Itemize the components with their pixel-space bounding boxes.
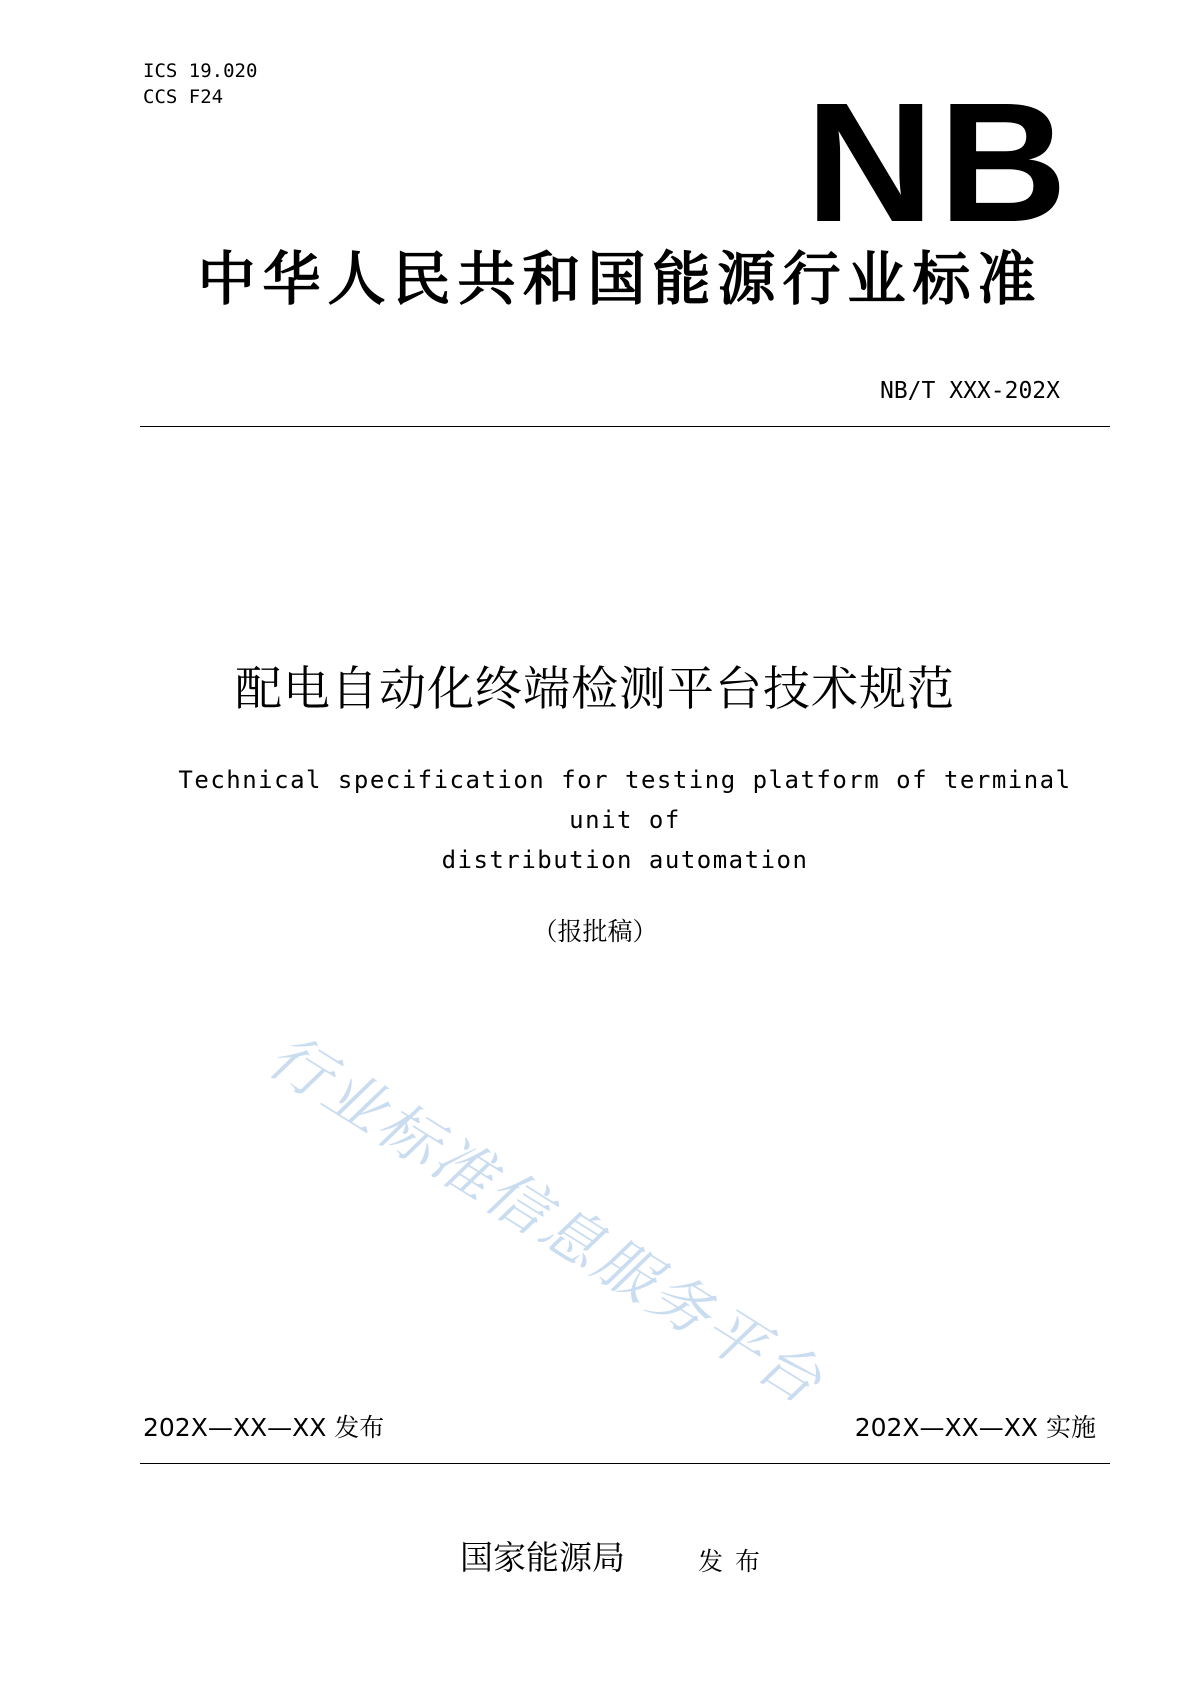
ics-code: ICS 19.020	[143, 60, 258, 82]
document-title-chinese: 配电自动化终端检测平台技术规范	[235, 662, 955, 717]
standard-number: NB/T XXX-202X	[879, 378, 1060, 404]
draft-status: （报批稿）	[532, 917, 658, 946]
standard-category-title: 中华人民共和国能源行业标准	[197, 245, 1043, 313]
top-divider	[140, 426, 1110, 427]
english-title-line-2: distribution automation	[441, 846, 809, 874]
nb-logo: NB	[805, 68, 1072, 258]
document-title-english	[140, 760, 1110, 880]
issuing-authority: 国家能源局	[460, 1538, 625, 1577]
bottom-divider	[140, 1463, 1110, 1464]
english-title-line-1: Technical specification for testing platform of terminal unit of	[178, 766, 1072, 834]
publish-date: 202X—XX—XX 发布	[143, 1413, 385, 1442]
ccs-code: CCS F24	[143, 86, 224, 108]
issue-label: 发布	[698, 1547, 773, 1576]
implement-date: 202X—XX—XX 实施	[854, 1413, 1096, 1442]
watermark: 行业标准信息服务平台	[256, 1021, 836, 1420]
classification-codes	[143, 58, 257, 110]
